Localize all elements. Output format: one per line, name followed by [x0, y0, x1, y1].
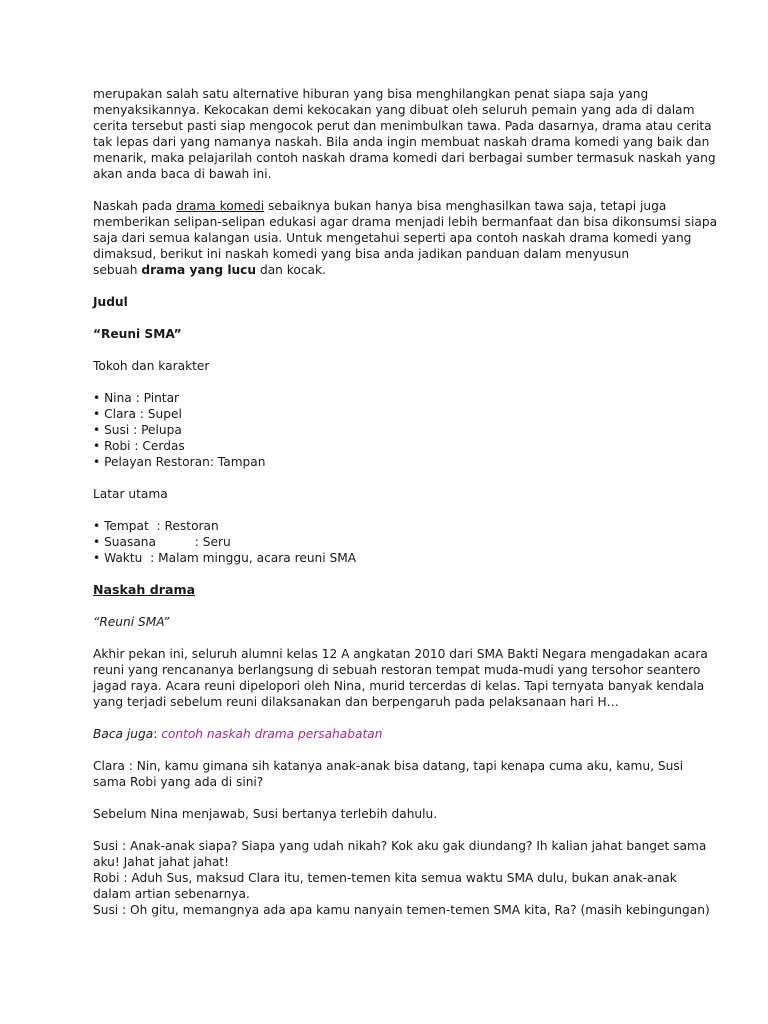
dialog-line: Susi : Anak-anak siapa? Siapa yang udah nikah? Kok aku gak diundang? Ih kalian jahat banget sama [93, 839, 707, 853]
baca-juga [93, 726, 693, 742]
para2-text: sebuah [93, 263, 142, 277]
naskah-drama-heading: Naskah drama [93, 582, 196, 597]
story-line: Akhir pekan ini, seluruh alumni kelas 12 A angkatan 2010 dari SMA Bakti Negara mengadakan acara [93, 647, 708, 661]
dialog-line: Clara : Nin, kamu gimana sih katanya anak-anak bisa datang, tapi kenapa cuma aku, kamu, Susi [93, 759, 684, 773]
second-paragraph [93, 198, 718, 278]
dialog-line: sama Robi yang ada di sini? [93, 775, 264, 789]
narration-line: Sebelum Nina menjawab, Susi bertanya terlebih dahulu. [93, 807, 438, 821]
dialog-line: Susi : Oh gitu, memangnya ada apa kamu nanyain temen-temen SMA kita, Ra? (masih kebingungan) [93, 903, 710, 917]
character-item: • Susi : Pelupa [93, 423, 182, 437]
intro-line: cerita tersebut pasti siap mengocok perut dan menimbulkan tawa. Pada dasarnya, drama atau cerita [93, 119, 712, 133]
story-paragraph [93, 646, 708, 710]
para2-text: sebaiknya bukan hanya bisa menghasilkan tawa saja, tetapi juga [264, 199, 667, 213]
drama-komedi-link[interactable]: drama komedi [176, 199, 265, 213]
para2-line-2: memberikan selipan-selipan edukasi agar drama menjadi lebih bermanfaat dan bisa dikonsumsi siapa [93, 215, 718, 229]
intro-line: menarik, maka pelajarilah contoh naskah drama komedi dari berbagai sumber termasuk naskah yang [93, 151, 716, 165]
story-line: jagad raya. Acara reuni dipelopori oleh Nina, murid tercerdas di kelas. Tapi ternyata banyak kendala [93, 679, 705, 693]
latar-label: Latar utama [93, 487, 168, 501]
para2-text: Naskah pada [93, 199, 177, 213]
setting-item: • Tempat : Restoran [93, 519, 219, 533]
baca-juga-label: Baca juga [93, 727, 154, 741]
story-line: reuni yang rencananya berlangsung di sebuah restoran tempat muda-mudi yang tersohor seantero [93, 663, 701, 677]
setting-item: • Suasana : Seru [93, 535, 231, 549]
dialog-line: dalam artian sebenarnya. [93, 887, 250, 901]
setting-list [93, 518, 693, 566]
para2-line-1 [93, 198, 693, 214]
para2-text: dan kocak. [256, 263, 326, 277]
baca-juga-colon: : [153, 727, 162, 741]
baca-juga-link[interactable]: contoh naskah drama persahabatan [161, 727, 383, 741]
document-content [93, 86, 718, 918]
dialog-line: Robi : Aduh Sus, maksud Clara itu, temen-temen kita semua waktu SMA dulu, bukan anak-anak [93, 871, 677, 885]
character-item: • Clara : Supel [93, 407, 182, 421]
story-line: yang terjadi sebelum reuni dilaksanakan dan berpengaruh pada pelaksanaan hari H… [93, 695, 619, 709]
para2-line-4: dimaksud, berikut ini naskah komedi yang bisa anda jadikan panduan dalam menyusun [93, 247, 630, 261]
intro-line: merupakan salah satu alternative hiburan yang bisa menghilangkan penat siapa saja yang [93, 87, 649, 101]
character-list [93, 390, 693, 470]
intro-paragraph [93, 86, 716, 182]
intro-line: akan anda baca di bawah ini. [93, 167, 272, 181]
drama-yang-lucu-bold: drama yang lucu [141, 263, 257, 277]
judul-label: Judul [93, 295, 128, 309]
intro-line: tak lepas dari yang namanya naskah. Bila anda ingin membuat naskah drama komedi yang baik dan [93, 135, 710, 149]
dialog-block-2 [93, 838, 710, 918]
intro-line: menyaksikannya. Kekocakan demi kekocakan yang dibuat oleh seluruh pemain yang ada di dalam [93, 103, 695, 117]
character-item: • Nina : Pintar [93, 391, 180, 405]
dialog-line: aku! Jahat jahat jahat! [93, 855, 229, 869]
setting-item: • Waktu : Malam minggu, acara reuni SMA [93, 551, 357, 565]
dialog-block-1 [93, 758, 693, 790]
drama-title: “Reuni SMA” [93, 327, 182, 341]
tokoh-label: Tokoh dan karakter [93, 359, 210, 373]
para2-line-5 [93, 262, 693, 278]
character-item: • Robi : Cerdas [93, 439, 185, 453]
para2-line-3: saja dari semua kalangan usia. Untuk mengetahui seperti apa contoh naskah drama komedi yang [93, 231, 692, 245]
character-item: • Pelayan Restoran: Tampan [93, 455, 266, 469]
naskah-title: “Reuni SMA” [93, 615, 170, 629]
